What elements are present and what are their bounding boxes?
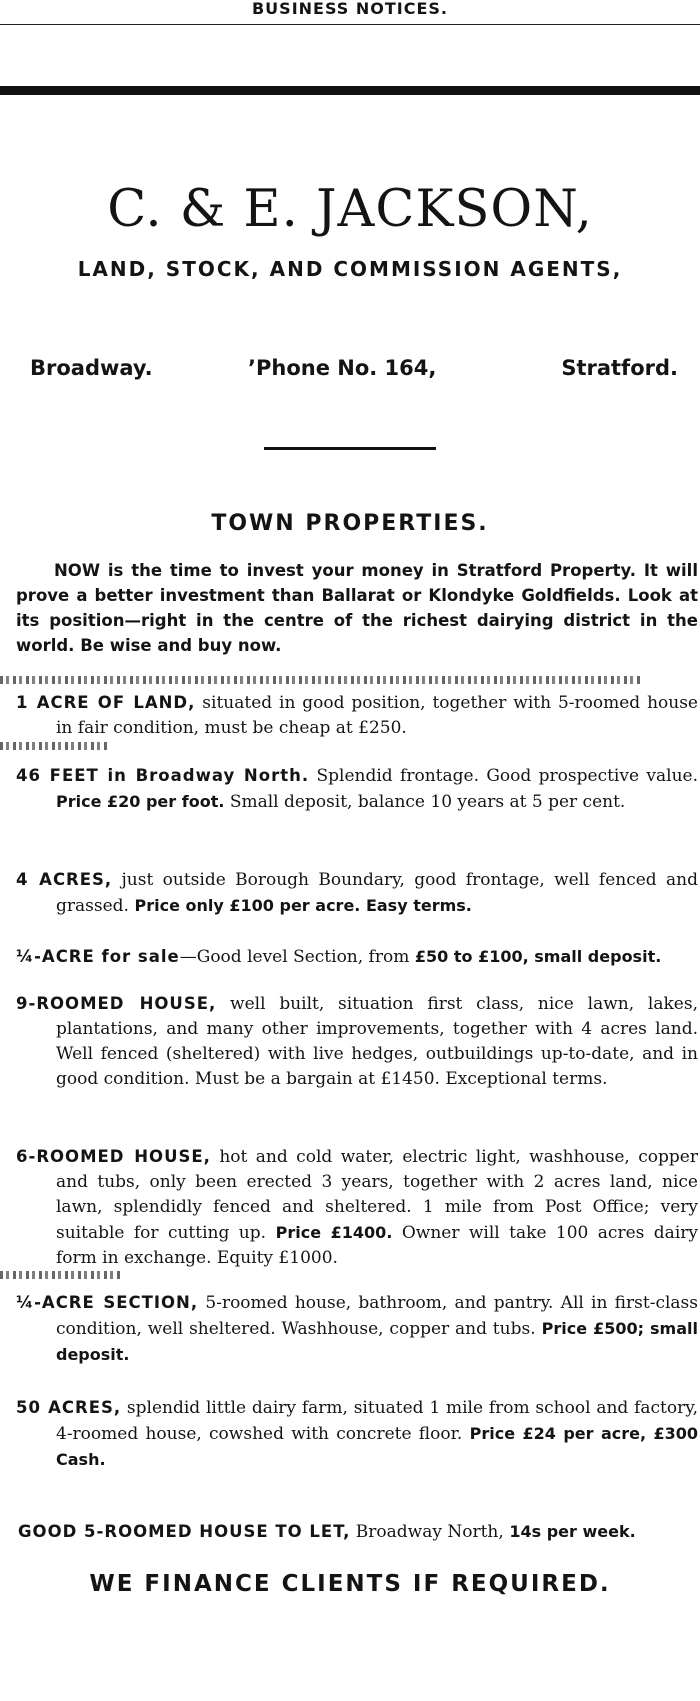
listing-lead: ¼-ACRE SECTION, [16, 1293, 199, 1312]
to-let-body: Broadway North, [350, 1522, 504, 1542]
town-properties-heading: TOWN PROPERTIES. [211, 511, 489, 536]
listing-lead: 50 ACRES, [16, 1398, 122, 1417]
listing-body: well built, situation first class, nice lawn, lakes, plantations, and many other improvements, together with 4 acres land. Well fenced (sheltered) with live hedges, outbuildings up-to-date, and in good condition. Must be a bargain at £1450. Exceptional terms. [56, 994, 698, 1089]
listing-body: hot and cold water, electric light, washhouse, copper and tubs, only been erected 3 years, together with 2 acres land, nice lawn, splendidly fenced and sheltered. 1 mile from Post Office; very suitable for cutting up. [56, 1147, 698, 1243]
intro-paragraph [16, 558, 698, 658]
to-let-price: 14s per week. [503, 1522, 636, 1541]
listing-tail: Owner will take 100 acres dairy form in exchange. Equity £1000. [56, 1223, 698, 1268]
listing-lead: 46 FEET in Broadway North. [16, 766, 310, 785]
listing-lead: 4 ACRES, [16, 870, 113, 889]
listing-price: Price £20 per foot. [56, 792, 225, 811]
listing-price: Price £24 per acre, £300 Cash. [56, 1424, 699, 1469]
to-let-notice [18, 1522, 698, 1542]
listing-5 [16, 991, 698, 1092]
listing-lead: 9-ROOMED HOUSE, [16, 994, 217, 1013]
print-noise [0, 676, 640, 684]
listing-lead: ¼-ACRE for sale [16, 947, 180, 966]
listing-body: Splendid frontage. Good prospective value. [309, 766, 699, 786]
listing-1 [16, 690, 698, 741]
short-divider [264, 447, 436, 450]
header-rule [0, 24, 700, 25]
listing-body: —Good level Section, from [179, 947, 410, 967]
section-header: BUSINESS NOTICES. [251, 0, 448, 18]
listing-body: situated in good position, together with 5-roomed house in fair condition, must be cheap at £250. [56, 693, 698, 738]
to-let-lead: GOOD 5-ROOMED HOUSE TO LET, [18, 1522, 351, 1541]
listing-body: splendid little dairy farm, situated 1 mile from school and factory, 4-roomed house, cowshed with concrete floor. [56, 1398, 698, 1444]
intro-text: NOW is the time to invest your money in Stratford Property. It will prove a better investment than Ballarat or Klondyke Goldfields. Look at its position—right in the centre of the richest dairying district in the world. Be wise and buy now. [16, 561, 698, 655]
listing-price: Price £500; small deposit. [56, 1319, 698, 1364]
listing-tail: Small deposit, balance 10 years at 5 per cent. [224, 792, 626, 812]
listing-2 [16, 763, 698, 815]
listing-body: just outside Borough Boundary, good frontage, well fenced and grassed. [56, 870, 698, 916]
listing-lead: 6-ROOMED HOUSE, [16, 1147, 211, 1166]
listing-price: £50 to £100, small deposit. [409, 947, 662, 966]
listing-7 [16, 1290, 698, 1368]
listing-3 [16, 867, 698, 919]
listing-8 [16, 1395, 698, 1473]
listing-body: 5-roomed house, bathroom, and pantry. All in first-class condition, well sheltered. Washhouse, copper and tubs. [56, 1293, 698, 1339]
listing-price: Price £1400. [266, 1223, 393, 1242]
firm-name: C. & E. JACKSON, [107, 180, 593, 239]
firm-subtitle: LAND, STOCK, AND COMMISSION AGENTS, [77, 257, 623, 281]
address-left: Broadway. [30, 356, 153, 380]
listing-lead: 1 ACRE OF LAND, [16, 693, 196, 712]
listing-price: Price only £100 per acre. Easy terms. [128, 896, 472, 915]
address-right: Stratford. [561, 356, 678, 380]
print-noise [0, 742, 110, 750]
print-noise [0, 1271, 120, 1279]
heavy-divider [0, 86, 700, 95]
phone-number: ’Phone No. 164, [248, 356, 437, 380]
listing-6 [16, 1144, 698, 1271]
listing-4 [16, 944, 698, 970]
finance-notice: WE FINANCE CLIENTS IF REQUIRED. [89, 1571, 611, 1597]
